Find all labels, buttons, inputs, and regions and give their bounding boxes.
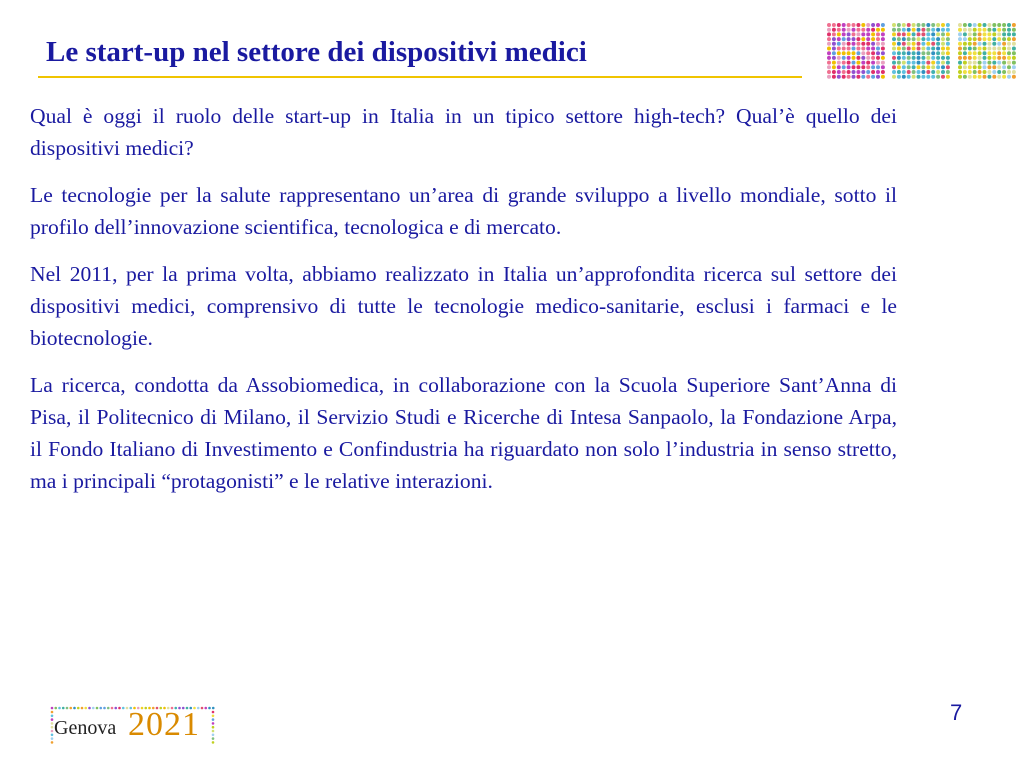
title-underline [38, 76, 802, 78]
slide-title: Le start-up nel settore dei dispositivi medici [46, 36, 587, 68]
paragraph-3: Nel 2011, per la prima volta, abbiamo realizzato in Italia un’approfondita ricerca sul settore dei dispositivi medici, comprensivo di tutte le tecnologie medico-sanitarie, esclusi i farmaci e le biotecnologie. [30, 262, 897, 350]
dot-mosaic-teal-icon [891, 22, 951, 80]
logo-year: 2021 [128, 706, 200, 743]
page-number: 7 [950, 700, 963, 725]
genova-2021-logo [50, 705, 216, 745]
logo-word: Genova [54, 717, 117, 739]
paragraph-1: Qual è oggi il ruolo delle start-up in Italia in un tipico settore high-tech? Qual’è quello dei dispositivi medici? [30, 104, 897, 160]
dot-mosaic-yellow-icon [957, 22, 1017, 80]
paragraph-2: Le tecnologie per la salute rappresentano un’area di grande sviluppo a livello mondiale, sotto il profilo dell’innovazione scientifica, tecnologica e di mercato. [30, 183, 897, 239]
paragraph-4: La ricerca, condotta da Assobiomedica, in collaborazione con la Scuola Superiore Sant’Anna di Pisa, il Politecnico di Milano, il Servizio Studi e Ricerche di Intesa Sanpaolo, la Fondazione Arpa, il Fondo Italiano di Investimento e Confindustria ha riguardato non solo l’industria in senso stretto, ma i principali “protagonisti” e le relative interazioni. [30, 373, 897, 493]
slide-body [30, 100, 897, 512]
dot-mosaic-pink-icon [826, 22, 886, 80]
